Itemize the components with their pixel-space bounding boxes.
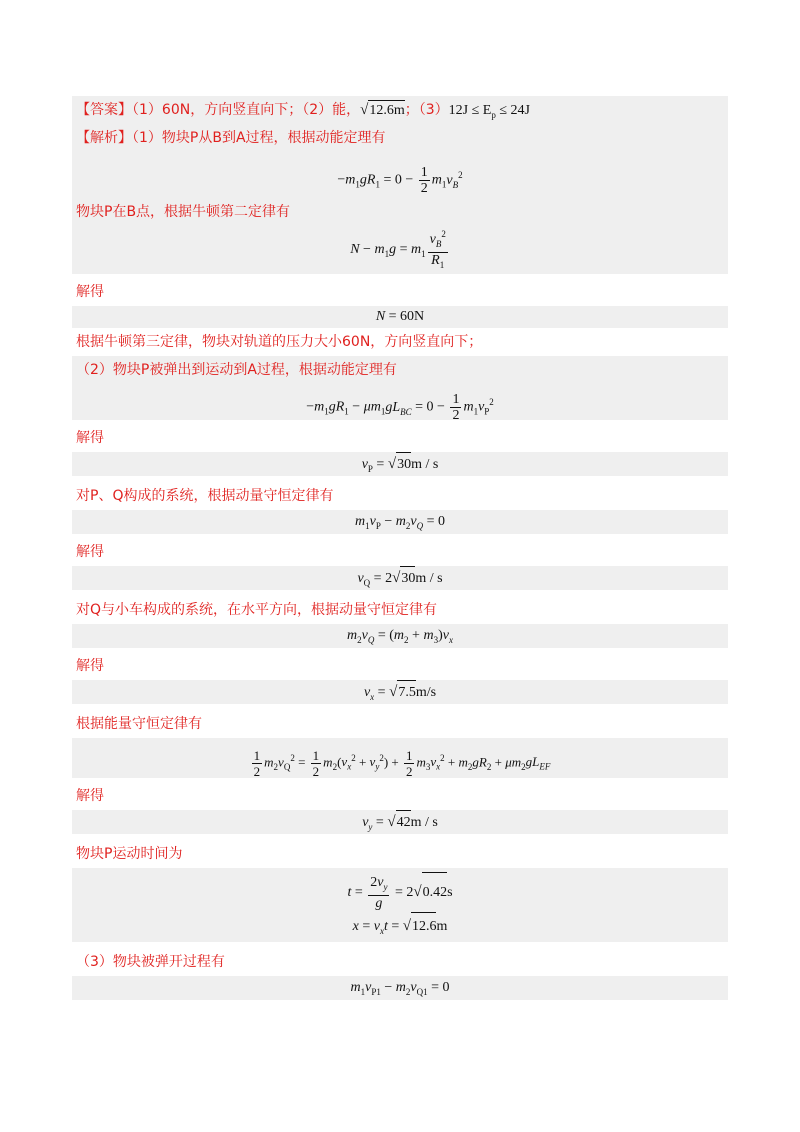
answer-part2: ；（3） — [404, 102, 449, 118]
formula-time-distance — [72, 868, 728, 942]
text-solve-2: 解得 — [76, 430, 104, 446]
text-solve-5: 解得 — [76, 788, 104, 804]
text-part2: （2）物块P被弹出到运动到A过程，根据动能定理有 — [72, 356, 728, 384]
formula-energy-ba: $-m_1gR_1 = 0$ − $\frac{1}{2}$ $m_1v_B^2$ — [72, 152, 728, 198]
answer-part1: （1）60N，方向竖直向下；（2）能， — [132, 102, 361, 118]
answer-line — [72, 96, 728, 124]
text-part3: （3）物块被弹开过程有 — [76, 954, 225, 970]
text-solve-1: 解得 — [76, 284, 104, 300]
formula-momentum-qcar: $m_2v_Q = (m_2 + m_3)v_x$ — [72, 624, 728, 648]
text-solve-4: 解得 — [76, 658, 104, 674]
text-momentum-pq: 对P、Q构成的系统，根据动量守恒定律有 — [76, 488, 334, 504]
formula-n-result: N = 60N — [72, 306, 728, 328]
formula-time: t = $\frac{2v_y}{g}$ = 2√0.42s — [72, 872, 728, 912]
document — [72, 96, 728, 1000]
text-momentum-qcar: 对Q与小车构成的系统，在水平方向，根据动量守恒定律有 — [76, 602, 438, 618]
analysis-tag: 【解析】 — [76, 130, 132, 146]
formula-momentum-pq: $m_1v_P - m_2v_Q = 0$ — [72, 510, 728, 534]
answer-tag: 【答案】 — [76, 102, 132, 118]
formula-vx: $v_x = √7.5m/s$ — [72, 680, 728, 704]
formula-energy-conservation: $\frac{1}{2}$ $m_2v_Q^2$ = $\frac{1}{2}$ $m_2(v_x^2 + v_y^2)$ + $\frac{1}{2}$ $m_3v_x^2 + m_2gR_2 + \mu m_2gL_{EF}$ — [72, 738, 728, 778]
formula-momentum-part3: $m_1v_{P1} - m_2v_{Q1} = 0$ — [72, 976, 728, 1000]
formula-vy: $v_y = √42m / s$ — [72, 810, 728, 834]
text-energy: 根据能量守恒定律有 — [76, 716, 202, 732]
answer-range: $12J \le E_p \le 24J$ — [448, 103, 530, 120]
formula-distance: $x = v_xt = √12.6m$ — [72, 912, 728, 940]
formula-newton2: $N - m_1g = m_1$ $\frac{v_B^2}{R_1}$ — [72, 226, 728, 274]
formula-energy-part2: $-m_1gR_1 - \mu m_1gL_{BC} = 0$ − $\frac{1}{2}$ $m_1v_P^2$ — [72, 384, 728, 420]
text-third-law: 根据牛顿第三定律，物块对轨道的压力大小60N，方向竖直向下； — [76, 334, 483, 350]
text-solve-3: 解得 — [76, 544, 104, 560]
analysis-line — [72, 124, 728, 152]
text-b-point: 物块P在B点，根据牛顿第二定律有 — [72, 198, 728, 226]
answer-sqrt: √12.6m — [360, 103, 405, 118]
formula-vp: $v_P = √30m / s$ — [72, 452, 728, 476]
formula-vq: $v_Q = 2√30m / s$ — [72, 566, 728, 590]
analysis-intro: （1）物块P从B到A过程，根据动能定理有 — [132, 130, 386, 146]
text-time: 物块P运动时间为 — [76, 846, 183, 862]
